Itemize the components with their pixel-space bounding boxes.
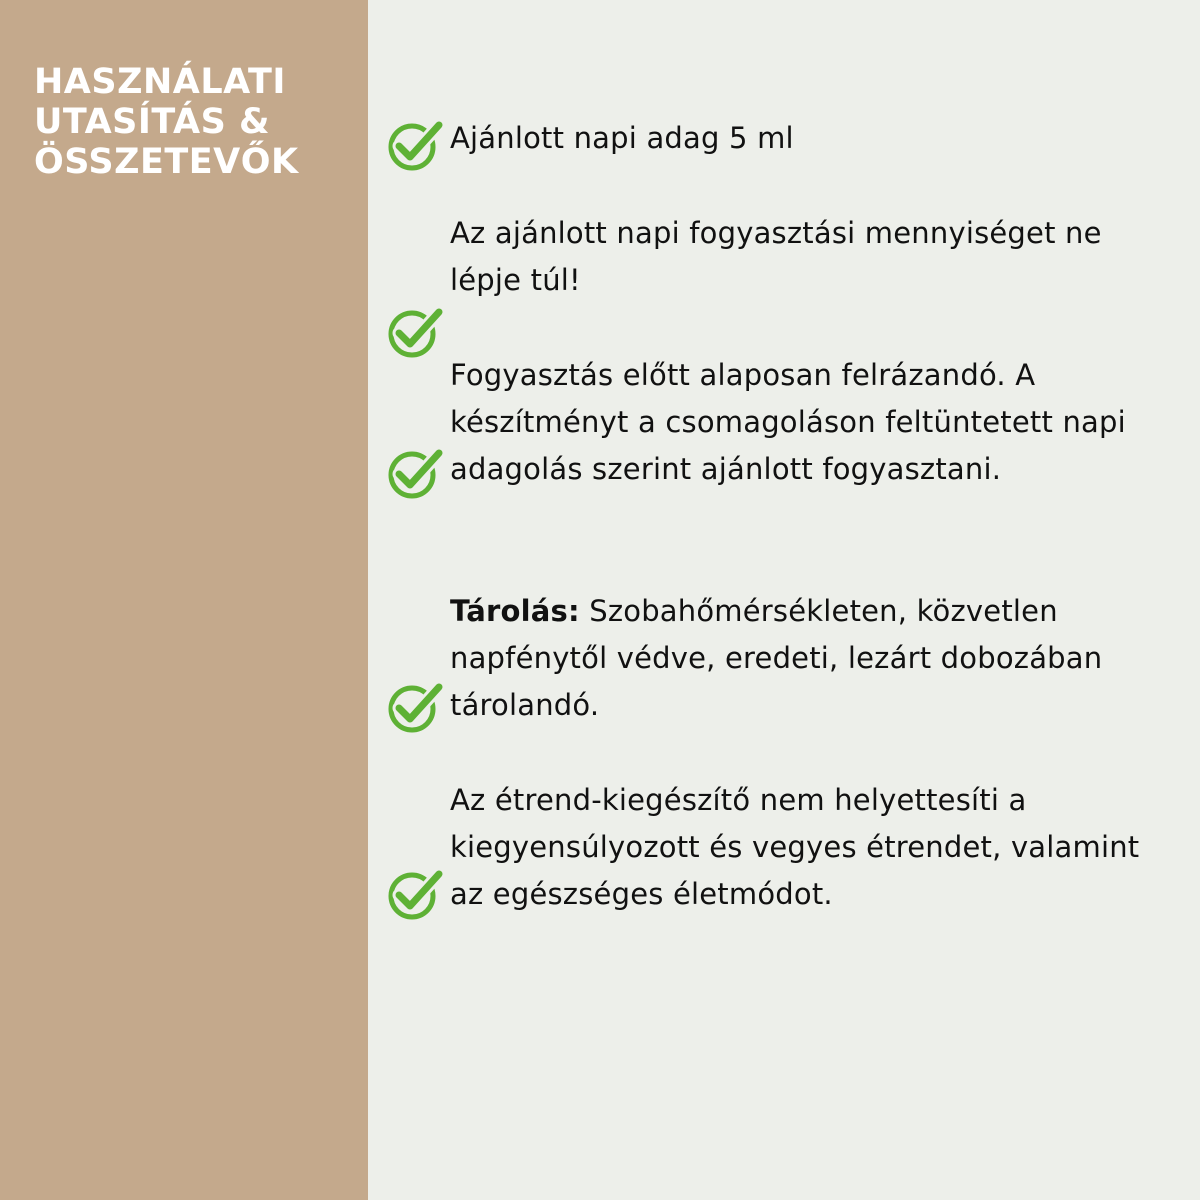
instruction-item-5 [450, 777, 1180, 918]
instruction-text: Az étrend-kiegészítő nem helyettesíti a kiegyensúlyozott és vegyes étrendet, valamint az egészséges életmódot. [450, 783, 1140, 911]
instruction-item-2 [450, 210, 1180, 304]
page-title [34, 62, 354, 182]
instruction-item-4 [450, 588, 1180, 729]
check-circle-icon [388, 307, 444, 359]
check-circle-icon [388, 682, 444, 734]
title-line-1: HASZNÁLATI [34, 62, 286, 102]
storage-label: Tárolás: [450, 594, 580, 628]
sidebar-panel [0, 0, 368, 1200]
instructions-panel [368, 0, 1200, 1200]
check-circle-icon [388, 448, 444, 500]
check-circle-icon [388, 120, 444, 172]
instruction-text: Ajánlott napi adag 5 ml [450, 121, 794, 155]
instruction-item-1 [450, 115, 1180, 162]
instruction-text: Fogyasztás előtt alaposan felrázandó. A készítményt a csomagoláson feltüntetett napi adagolás szerint ajánlott fogyasztani. [450, 358, 1126, 486]
instruction-item-3 [450, 352, 1180, 493]
title-line-3: ÖSSZETEVŐK [34, 142, 299, 182]
check-circle-icon [388, 869, 444, 921]
title-line-2: UTASÍTÁS & [34, 102, 271, 142]
instruction-text: Szobahőmérsékleten, közvetlen napfénytől védve, eredeti, lezárt dobozában tárolandó. [450, 594, 1103, 722]
instruction-text: Az ajánlott napi fogyasztási mennyiséget ne lépje túl! [450, 216, 1102, 297]
